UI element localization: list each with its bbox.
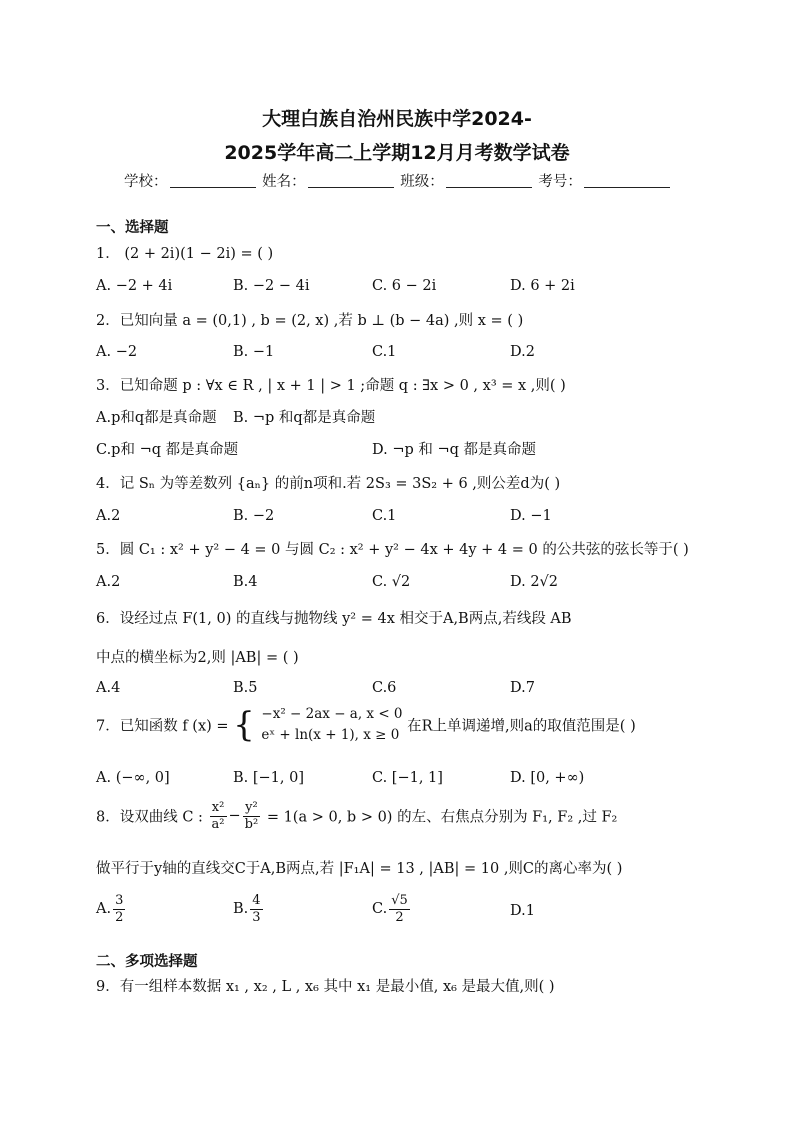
question-4-stem: 4．记 Sₙ 为等差数列 {aₙ} 的前n项和.若 2S₃ = 3S₂ + 6 ,则公差d为( ) [96,476,561,492]
question-1-option-c[interactable]: C. 6 − 2i [372,278,437,294]
question-5-option-d[interactable]: D. 2√2 [510,574,559,590]
question-5-stem: 5．圆 C₁ : x² + y² − 4 = 0 与圆 C₂ : x² + y² − 4x + 4y + 4 = 0 的公共弦的弦长等于( ) [96,542,689,558]
exam-no-blank[interactable] [584,173,670,188]
fraction-denominator: a² [211,816,225,832]
question-6-option-d[interactable]: D.7 [510,680,535,696]
option-label: C. [372,901,388,918]
fraction-denominator: 2 [395,909,404,925]
exam-title-line2: 2025学年高二上学期12月月考数学试卷 [224,142,570,164]
question-4-option-d[interactable]: D. −1 [510,508,552,524]
question-8-option-d[interactable]: D.1 [510,903,535,919]
student-info-line [124,170,672,191]
question-3-option-c[interactable]: C.p和 ¬q 都是真命题 [96,442,239,458]
class-label: 班级： [400,174,444,190]
school-blank[interactable] [170,173,256,188]
exam-title-line1: 大理白族自治州民族中学2024- [262,108,532,130]
question-4-option-b[interactable]: B. −2 [233,508,275,524]
question-6-option-b[interactable]: B.5 [233,680,258,696]
fraction-y2-b2 [243,800,261,832]
piecewise-case-1: −x² − 2ax − a, x < 0 [261,706,403,722]
question-8-option-b[interactable] [233,893,265,925]
question-7-option-c[interactable]: C. [−1, 1] [372,770,443,786]
school-label: 学校： [124,174,168,190]
option-label: A. [96,901,112,918]
piecewise-cases [261,704,402,746]
section-title-single-choice: 一、选择题 [96,220,169,236]
name-label: 姓名： [262,174,306,190]
fraction-denominator: b² [244,816,259,832]
question-8-stem-mid: = 1(a > 0, b > 0) 的左、右焦点分别为 F₁, F₂ ,过 F₂ [266,809,618,826]
minus-sign: − [228,808,241,825]
fraction-numerator: √5 [391,893,408,908]
question-3-stem: 3．已知命题 p : ∀x ∈ R , | x + 1 | > 1 ;命题 q : ∃x > 0 , x³ = x ,则( ) [96,378,566,394]
question-7-option-b[interactable]: B. [−1, 0] [233,770,305,786]
question-1-stem: 1． (2 + 2i)(1 − 2i) = ( ) [96,246,274,262]
question-7-option-a[interactable]: A. (−∞, 0] [96,770,170,786]
exam-no-label: 考号： [538,174,582,190]
question-6-stem-line1: 6．设经过点 F(1, 0) 的直线与抛物线 y² = 4x 相交于A,B两点,若线段 AB [96,611,572,627]
question-8-stem-line1 [96,800,617,832]
question-7-stem [96,704,636,746]
question-1-option-a[interactable]: A. −2 + 4i [96,278,173,294]
question-7-stem-post: 在R上单调递增,则a的取值范围是( ) [407,718,636,735]
fraction-sqrt5-2 [389,893,410,925]
fraction-denominator: 2 [115,909,124,925]
question-9-stem: 9．有一组样本数据 x₁ , x₂ , L , x₆ 其中 x₁ 是最小值, x₆ 是最大值,则( ) [96,979,555,995]
question-1-option-b[interactable]: B. −2 − 4i [233,278,310,294]
question-3-option-d[interactable]: D. ¬p 和 ¬q 都是真命题 [372,442,537,458]
question-2-option-a[interactable]: A. −2 [96,344,138,360]
question-2-option-d[interactable]: D.2 [510,344,535,360]
fraction-numerator: 4 [252,893,261,908]
question-3-option-b[interactable]: B. ¬p 和q都是真命题 [233,410,376,426]
fraction-x2-a2 [210,800,227,832]
fraction-numerator: 3 [115,893,124,908]
question-7-option-d[interactable]: D. [0, +∞) [510,770,585,786]
question-8-stem-line2: 做平行于y轴的直线交C于A,B两点,若 |F₁A| = 13 , |AB| = 10 ,则C的离心率为( ) [96,861,623,877]
question-8-option-a[interactable] [96,893,127,925]
fraction-numerator: x² [210,800,227,817]
fraction-3-2 [113,893,125,925]
class-blank[interactable] [446,173,532,188]
question-4-option-c[interactable]: C.1 [372,508,397,524]
question-8-stem-pre: 8．设双曲线 C : [96,809,203,826]
question-2-option-b[interactable]: B. −1 [233,344,275,360]
question-1-option-d[interactable]: D. 6 + 2i [510,278,575,294]
question-3-option-a[interactable]: A.p和q都是真命题 [96,410,217,426]
left-brace-icon: { [233,704,255,745]
fraction-numerator: y² [243,800,261,817]
question-2-stem: 2．已知向量 a = (0,1) , b = (2, x) ,若 b ⊥ (b − 4a) ,则 x = ( ) [96,313,524,329]
question-4-option-a[interactable]: A.2 [96,508,121,524]
section-title-multiple-choice: 二、多项选择题 [96,954,198,970]
piecewise-case-2: eˣ + ln(x + 1), x ≥ 0 [261,726,400,743]
question-6-stem-line2: 中点的横坐标为2,则 |AB| = ( ) [96,650,299,666]
fraction-denominator: 3 [252,909,261,925]
question-8-option-c[interactable] [372,893,412,925]
question-5-option-a[interactable]: A.2 [96,574,121,590]
question-6-option-c[interactable]: C.6 [372,680,397,696]
question-5-option-b[interactable]: B.4 [233,574,258,590]
option-label: B. [233,901,249,918]
question-5-option-c[interactable]: C. √2 [372,574,411,590]
question-2-option-c[interactable]: C.1 [372,344,397,360]
question-6-option-a[interactable]: A.4 [96,680,121,696]
fraction-4-3 [250,893,262,925]
name-blank[interactable] [308,173,394,188]
question-7-stem-pre: 7．已知函数 f (x) = [96,718,229,735]
